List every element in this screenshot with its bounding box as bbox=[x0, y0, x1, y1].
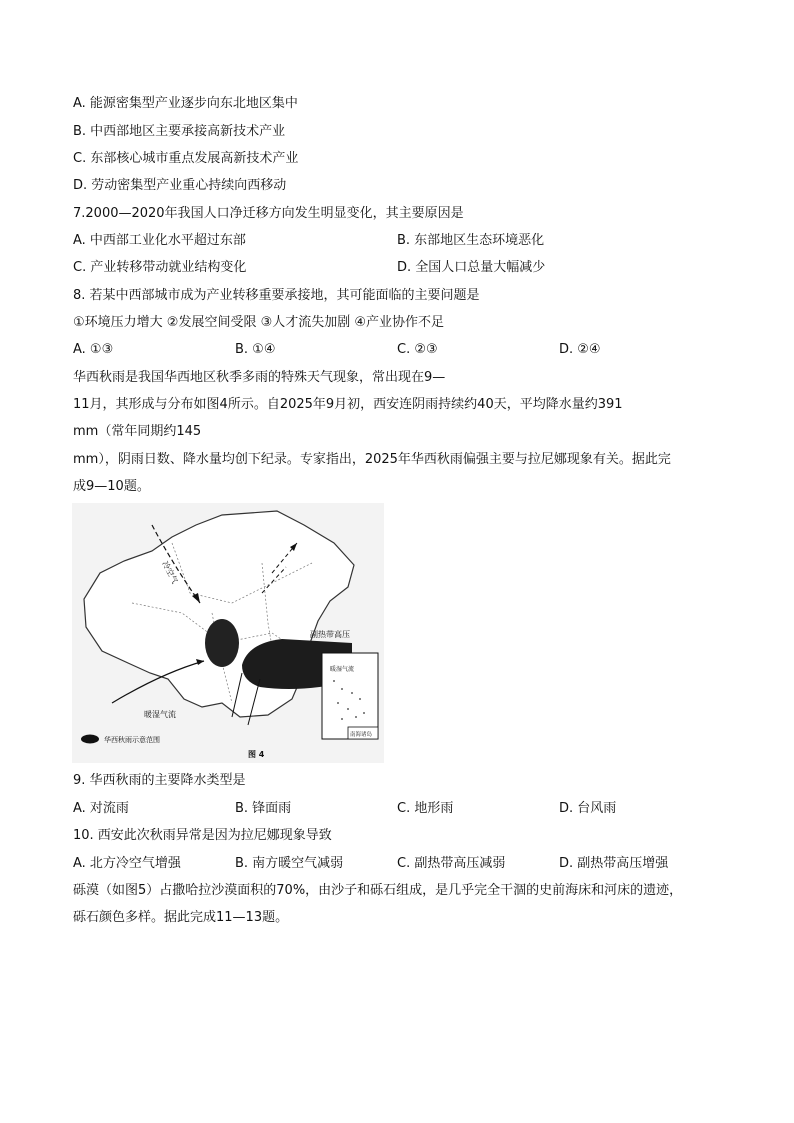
huaxi-rain-region bbox=[205, 619, 239, 667]
label-cold-air: 冷空气 bbox=[160, 559, 180, 586]
q8-option-c: C. ②③ bbox=[397, 342, 438, 357]
passage-11-13-line2: 砾石颜色多样。据此完成11—13题。 bbox=[73, 910, 289, 925]
figure-4-map bbox=[72, 503, 384, 763]
q6-option-d: D. 劳动密集型产业重心持续向西移动 bbox=[73, 178, 287, 193]
passage-9-10-line2: 11月，其形成与分布如图4所示。自2025年9月初，西安连阴雨持续约40天，平均降水量约391 bbox=[73, 397, 623, 412]
q9-option-a: A. 对流雨 bbox=[73, 801, 129, 816]
q8-items: ①环境压力增大 ②发展空间受限 ③人才流失加剧 ④产业协作不足 bbox=[73, 315, 445, 330]
q9-stem: 9. 华西秋雨的主要降水类型是 bbox=[73, 773, 246, 788]
passage-9-10-line1: 华西秋雨是我国华西地区秋季多雨的特殊天气现象，常出现在9— bbox=[73, 370, 446, 385]
q7-option-d: D. 全国人口总量大幅减少 bbox=[397, 260, 546, 275]
q7-option-a: A. 中西部工业化水平超过东部 bbox=[73, 233, 246, 248]
q6-option-a: A. 能源密集型产业逐步向东北地区集中 bbox=[73, 96, 298, 111]
label-inset: 暖湿气流 bbox=[330, 666, 355, 673]
figure-caption: 图 4 bbox=[248, 750, 265, 759]
q8-option-d: D. ②④ bbox=[559, 342, 601, 357]
q7-option-b: B. 东部地区生态环境恶化 bbox=[397, 233, 545, 248]
q10-option-b: B. 南方暖空气减弱 bbox=[235, 856, 344, 871]
label-warm-moist: 暖湿气流 bbox=[144, 710, 176, 719]
q8-option-b: B. ①④ bbox=[235, 342, 276, 357]
label-subtropical-high: 副热带高压 bbox=[310, 630, 350, 639]
q7-option-c: C. 产业转移带动就业结构变化 bbox=[73, 260, 247, 275]
q8-option-a: A. ①③ bbox=[73, 342, 114, 357]
passage-11-13-line1: 砾漠（如图5）占撒哈拉沙漠面积的70%，由沙子和砾石组成，是几乎完全干涸的史前海床和河床的遗迹， bbox=[73, 883, 683, 898]
q7-stem: 7.2000—2020年我国人口净迁移方向发生明显变化，其主要原因是 bbox=[73, 206, 464, 221]
q9-option-d: D. 台风雨 bbox=[559, 801, 617, 816]
legend-text: 华西秋雨示意范围 bbox=[104, 736, 160, 744]
q6-option-c: C. 东部核心城市重点发展高新技术产业 bbox=[73, 151, 299, 166]
q10-option-d: D. 副热带高压增强 bbox=[559, 856, 669, 871]
legend-swatch bbox=[81, 735, 99, 744]
label-south-sea: 南海诸岛 bbox=[350, 732, 373, 738]
q10-option-a: A. 北方冷空气增强 bbox=[73, 856, 181, 871]
q6-option-b: B. 中西部地区主要承接高新技术产业 bbox=[73, 124, 286, 139]
q9-option-c: C. 地形雨 bbox=[397, 801, 454, 816]
q10-option-c: C. 副热带高压减弱 bbox=[397, 856, 506, 871]
q10-stem: 10. 西安此次秋雨异常是因为拉尼娜现象导致 bbox=[73, 828, 332, 843]
q9-option-b: B. 锋面雨 bbox=[235, 801, 292, 816]
q8-stem: 8. 若某中西部城市成为产业转移重要承接地，其可能面临的主要问题是 bbox=[73, 288, 480, 303]
passage-9-10-line3: mm（常年同期约145 bbox=[73, 424, 202, 439]
passage-9-10-line5: 成9—10题。 bbox=[73, 479, 150, 494]
passage-9-10-line4: mm），阴雨日数、降水量均创下纪录。专家指出，2025年华西秋雨偏强主要与拉尼娜现象有关。据此完 bbox=[73, 452, 671, 467]
